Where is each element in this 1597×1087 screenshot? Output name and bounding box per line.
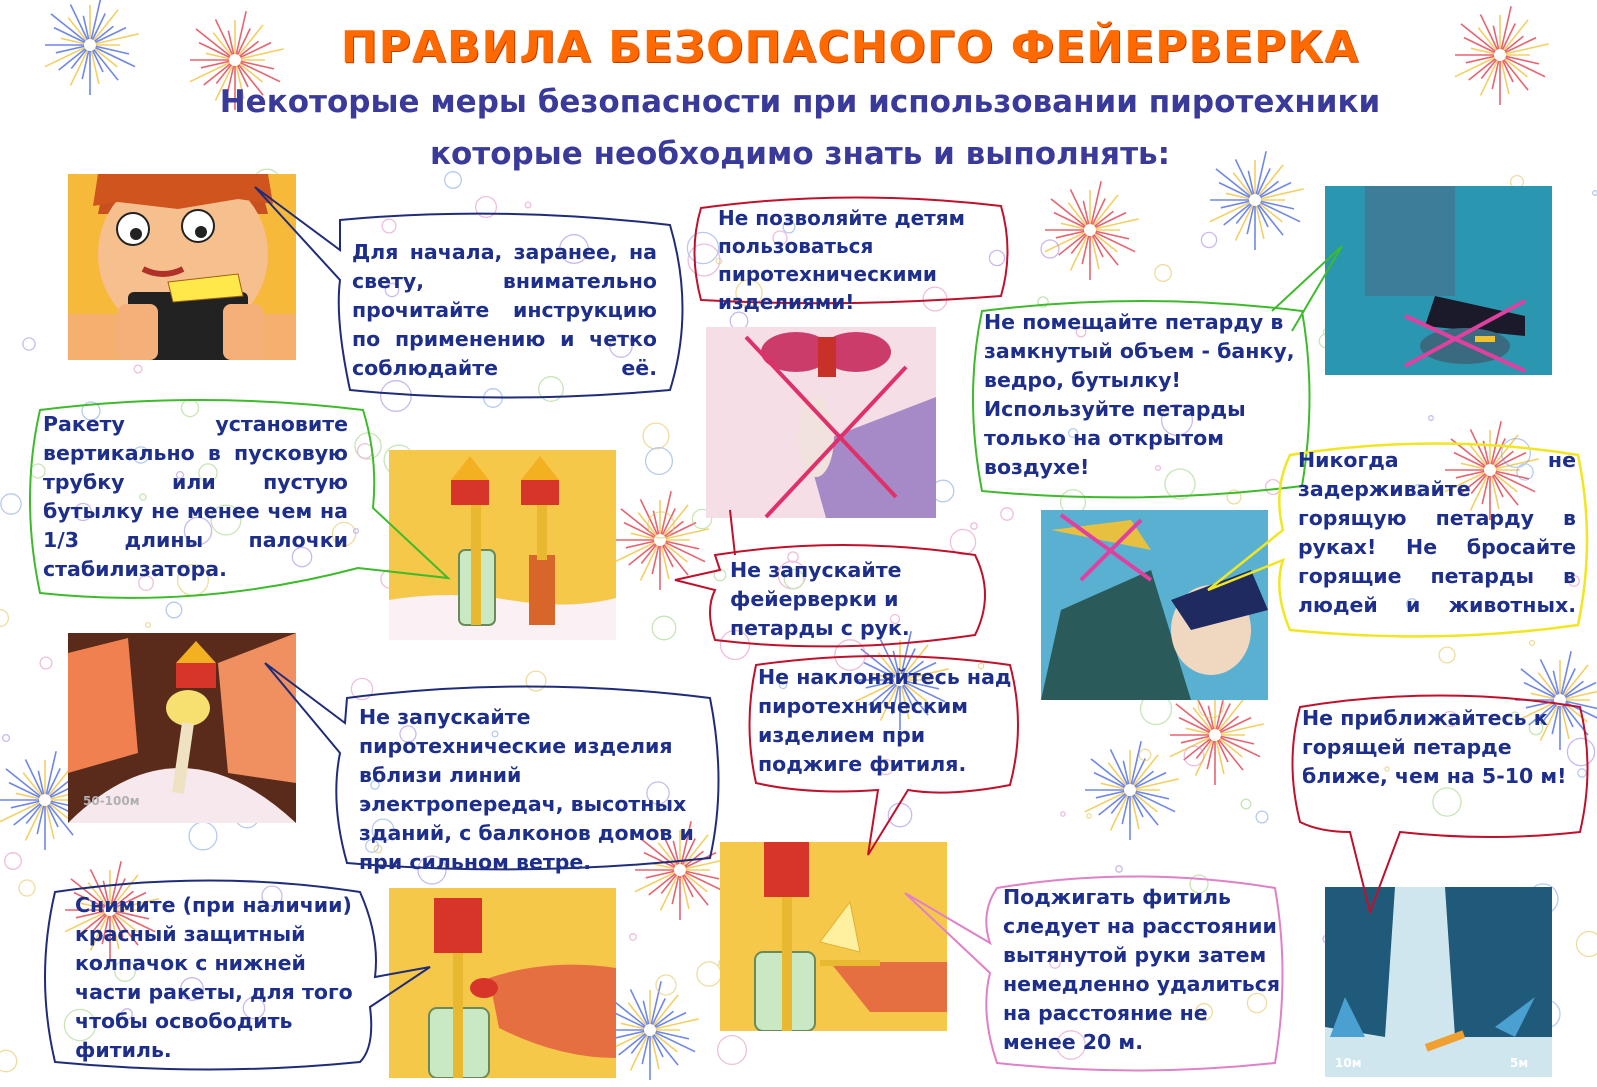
- illustration-city-firework: [68, 633, 296, 823]
- bubble-approach: [1290, 692, 1586, 842]
- rule-rocket-setup: Ракету установите вертикально в пусковую трубку или пустую бутылку не менее чем на 1/3 длины палочки стабилизатора.: [43, 412, 348, 581]
- bubble-no-hands: [690, 540, 985, 650]
- rule-closed-volume: Не помещайте петарду в замкнутый объем - банку, ведро, бутылку! Используйте петарды только на открытом воздухе!: [984, 310, 1295, 479]
- firework-burst: [1170, 686, 1264, 785]
- bubble-power-lines: [335, 683, 720, 873]
- bubble-children: [696, 196, 1011, 314]
- firework-burst: [1455, 6, 1549, 105]
- illustration-remove-cap: [389, 888, 616, 1078]
- illustration-hold-firecracker: [1041, 510, 1268, 700]
- firework-burst: [45, 0, 139, 95]
- rule-hold-burning: Никогда не задерживайте горящую петарду в руках! Не бросайте горящие петарды в людей и животных.: [1298, 448, 1576, 617]
- rule-approach: Не приближайтесь к горящей петарде ближе, чем на 5-10 м!: [1302, 706, 1567, 788]
- illustration-rocket-bottle: [389, 450, 616, 640]
- bubble-closed-volume: [972, 296, 1312, 500]
- illustration-light-wick: [720, 842, 947, 1031]
- page-subtitle-line1: Некоторые меры безопасности при использовании пиротехники: [219, 84, 1381, 120]
- rule-lean-over: Не наклоняйтесь над пиротехническим изделием при поджиге фитиля.: [758, 665, 1012, 776]
- bubble-read-instructions: [300, 210, 690, 400]
- page-subtitle-line2: которые необходимо знать и выполнять:: [429, 136, 1171, 172]
- firework-burst: [1085, 741, 1179, 840]
- illustration-foot-jar: [1325, 186, 1552, 375]
- rule-read-instructions: Для начала, заранее, на свету, внимательно прочитайте инструкцию по применению и четко соблюдайте её.: [352, 240, 657, 380]
- illustration-child-hand: [706, 327, 936, 518]
- illustration-distance-feet: [1325, 887, 1552, 1077]
- rule-power-lines: Не запускайте пиротехнические изделия вблизи линий электропередач, высотных зданий, с балконов домов и при сильном ветре.: [359, 705, 694, 874]
- rule-no-hands: Не запускайте фейерверки и петарды с рук.: [730, 558, 910, 640]
- distance-far-label: 10м: [1335, 1056, 1362, 1070]
- firework-burst: [1045, 181, 1139, 280]
- rule-children: Не позволяйте детям пользоваться пиротехническими изделиями!: [718, 206, 965, 314]
- page-title: ПРАВИЛА БЕЗОПАСНОГО ФЕЙЕРВЕРКА: [340, 22, 1360, 73]
- distance-range-label: 50-100м: [83, 794, 140, 808]
- bubble-lean-over: [748, 655, 1018, 795]
- distance-near-label: 5м: [1510, 1056, 1529, 1070]
- bubble-rocket-setup: [28, 398, 373, 610]
- bubble-ignite: [985, 873, 1285, 1073]
- bubble-red-cap: [40, 877, 370, 1072]
- rule-ignite: Поджигать фитиль следует на расстоянии вытянутой руки затем немедленно удалиться на расстояние не менее 20 м.: [1003, 885, 1281, 1054]
- firework-burst: [605, 981, 699, 1080]
- rule-red-cap: Снимите (при наличии) красный защитный колпачок с нижней части ракеты, для того чтобы освободить фитиль.: [75, 893, 353, 1062]
- bubble-hold-burning: [1278, 440, 1588, 640]
- illustration-boy-reading: [68, 174, 296, 360]
